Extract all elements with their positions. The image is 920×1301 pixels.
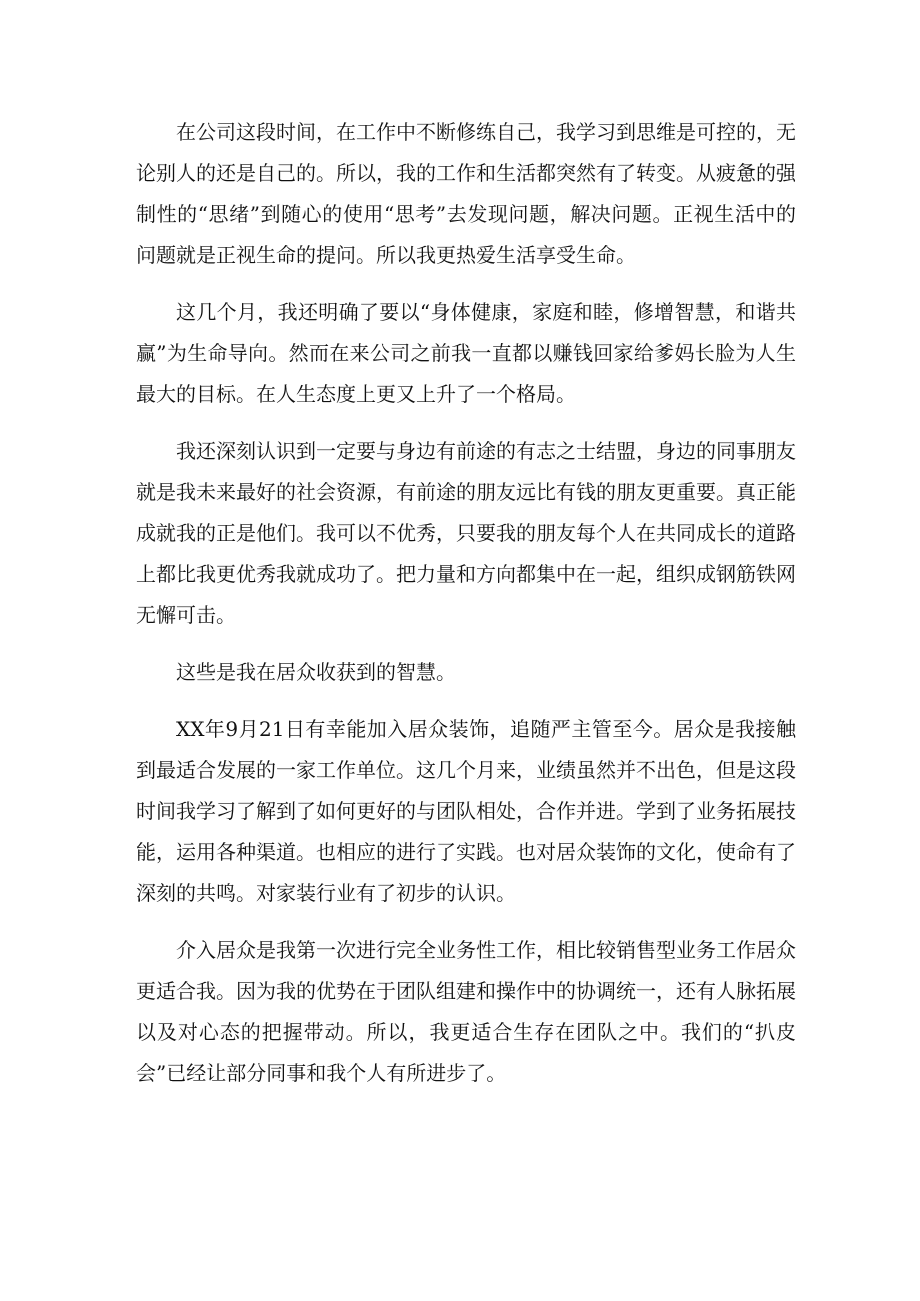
paragraph-5: XX年9月21日有幸能加入居众装饰，追随严主管至今。居众是我接触到最适合发展的一家工作单位。这几个月来，业绩虽然并不出色，但是这段时间我学习了解到了如何更好的与团队相处，合作并进。学到了业务拓展技能，运用各种渠道。也相应的进行了实践。也对居众装饰的文化，使命有了深刻的共鸣。对家装行业有了初步的认识。 (136, 717, 796, 905)
paragraph-1: 在公司这段时间，在工作中不断修练自己，我学习到思维是可控的，无论别人的还是自己的。所以，我的工作和生活都突然有了转变。从疲惫的强制性的“思绪”到随心的使用“思考”去发现问题，解决问题。正视生活中的问题就是正视生命的提问。所以我更热爱生活享受生命。 (136, 120, 796, 267)
document-body (136, 112, 796, 1110)
paragraph-4: 这些是我在居众收获到的智慧。 (176, 660, 456, 684)
paragraph-6: 介入居众是我第一次进行完全业务性工作，相比较销售型业务工作居众更适合我。因为我的优势在于团队组建和操作中的协调统一，还有人脉拓展以及对心态的把握带动。所以，我更适合生存在团队之中。我们的“扒皮会”已经让部分同事和我个人有所进步了。 (136, 938, 796, 1085)
paragraph-3: 我还深刻认识到一定要与身边有前途的有志之士结盟，身边的同事朋友就是我未来最好的社会资源，有前途的朋友远比有钱的朋友更重要。真正能成就我的正是他们。我可以不优秀，只要我的朋友每个人在共同成长的道路上都比我更优秀我就成功了。把力量和方向都集中在一起，组织成钢筋铁网无懈可击。 (136, 439, 796, 627)
paragraph-2: 这几个月，我还明确了要以“身体健康，家庭和睦，修增智慧，和谐共赢”为生命导向。然而在来公司之前我一直都以赚钱回家给爹妈长脸为人生最大的目标。在人生态度上更又上升了一个格局。 (136, 300, 796, 406)
